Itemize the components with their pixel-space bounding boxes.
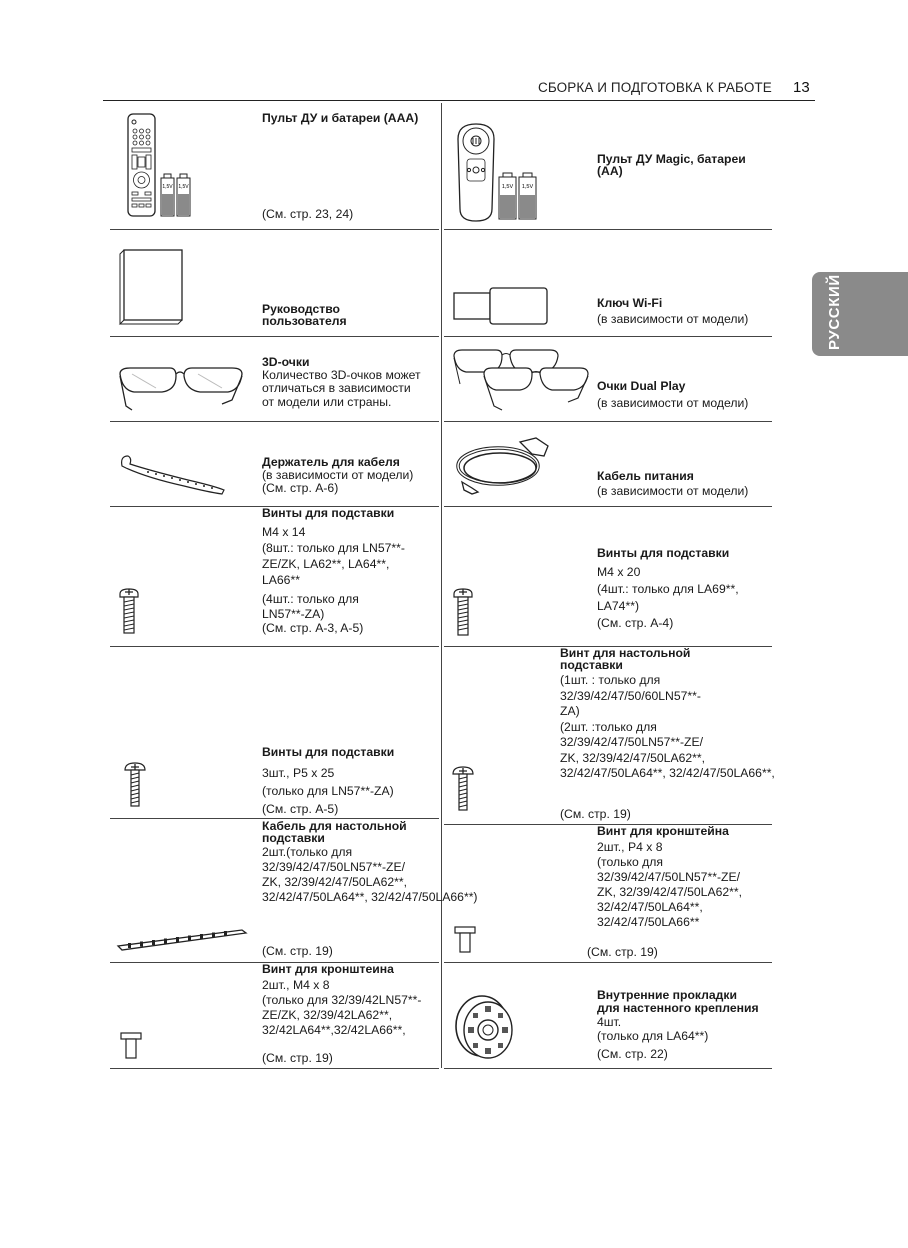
battery-label: 1,5V — [501, 184, 514, 190]
item-title: Кабель питания — [597, 469, 694, 483]
item-title: Очки Dual Play — [597, 379, 686, 393]
item-note: 32/42LA64**,32/42LA66**, — [262, 1022, 406, 1037]
row-divider — [110, 421, 439, 422]
item-note: (в зависимости от модели) — [597, 311, 749, 326]
item-title: 3D-очки — [262, 355, 310, 369]
item-note: (в зависимости от модели) — [262, 467, 414, 482]
row-divider — [444, 506, 772, 507]
item-note: (4шт.: только для LA69**, — [597, 581, 739, 596]
item-note: 32/39/42/47/50LN57**-ZE/ — [597, 869, 740, 884]
language-tab-label: РУССКИЙ — [826, 274, 843, 350]
dual-play-glasses-image — [450, 344, 592, 416]
item-size: 3шт., P5 x 25 — [262, 765, 335, 780]
page-number: 13 — [793, 79, 810, 96]
item-title: Внутренние прокладки — [597, 988, 738, 1002]
item-note: ZE/ZK, 32/39/42LA62**, — [262, 1007, 393, 1022]
item-note: 32/39/42/47/50LN57**-ZE/ — [560, 735, 703, 749]
cable-holder-image — [118, 450, 230, 498]
dual-play-glasses-item — [597, 381, 748, 410]
user-manual-item — [262, 304, 347, 327]
item-note: ZK, 32/39/42/47/50LA62**, — [597, 884, 743, 899]
item-note: (4шт.: только для — [262, 591, 359, 606]
cable-holder-item — [262, 457, 413, 496]
column-divider — [441, 103, 442, 1068]
row-divider — [444, 336, 772, 337]
wifi-dongle-image — [452, 285, 550, 327]
screw-m4x20-image — [452, 588, 474, 636]
item-size: 2шт., M4 x 8 — [262, 977, 330, 992]
item-note: (2шт. :только для — [560, 719, 657, 734]
item-title: Кабель для настольной — [262, 819, 407, 833]
stand-screws-m4x20-item — [597, 548, 739, 632]
row-divider — [110, 229, 439, 230]
item-size: M4 x 14 — [262, 524, 306, 539]
item-note: 32/42/47/50LA64**, — [597, 899, 703, 914]
battery-label: 1,5V — [178, 184, 189, 190]
item-title: Пульт ДУ и батареи (AAA) — [262, 111, 419, 125]
item-title: подставки — [262, 830, 325, 845]
row-divider — [444, 421, 772, 422]
row-divider — [444, 229, 772, 230]
row-divider — [444, 962, 772, 963]
page-reference: (См. стр. 19) — [262, 944, 333, 958]
header-rule — [103, 100, 815, 101]
item-note: (в зависимости от модели) — [597, 395, 749, 410]
item-note: (только для LN57**-ZA) — [262, 783, 394, 798]
remote-item — [262, 113, 418, 125]
item-note: ZA) — [560, 704, 580, 718]
item-title: для настенного крепления — [597, 1001, 759, 1015]
bracket-screw-m4x8-item — [262, 964, 421, 1038]
magic-remote-item — [597, 154, 746, 177]
section-title: СБОРКА И ПОДГОТОВКА К РАБОТЕ — [538, 80, 772, 95]
battery-label: 1,5V — [521, 184, 534, 190]
item-title: Винты для подставки — [262, 506, 395, 520]
power-cable-item — [597, 471, 748, 498]
item-note: 32/39/42/47/50/60LN57**- — [560, 688, 701, 703]
bracket-screw-m4x8-image — [120, 1032, 142, 1060]
item-note: ZE/ZK, LA62**, LA64**, — [262, 556, 390, 571]
item-title: пользователя — [262, 313, 347, 328]
page-reference: (См. стр. A-5) — [262, 801, 339, 816]
page-reference: (См. стр. 19) — [587, 945, 658, 959]
item-title: Винт для настольной — [560, 646, 691, 660]
item-title: Руководство — [262, 302, 341, 316]
page-reference: (См. стр. 23, 24) — [262, 207, 354, 221]
item-note: LA74**) — [597, 598, 640, 613]
item-note: 32/42/47/50LA64**, 32/42/47/50LA66**, — [560, 766, 775, 780]
item-note: (8шт.: только для LN57**- — [262, 540, 405, 555]
bracket-screw-p4x8-image — [454, 926, 476, 954]
desk-stand-cable-image — [116, 924, 250, 952]
item-note: (в зависимости от модели) — [597, 483, 749, 498]
page-reference: (См. стр. 22) — [597, 1047, 668, 1061]
screw-m4x14-image — [118, 588, 140, 636]
item-note: от модели или страны. — [262, 394, 392, 409]
item-note: ZK, 32/39/42/47/50LA62**, — [262, 875, 408, 889]
3d-glasses-item — [262, 357, 421, 409]
item-note: 32/39/42/47/50LN57**-ZE/ — [262, 860, 405, 874]
item-note: 32/42/47/50LA66** — [597, 914, 700, 929]
desk-stand-screw-image — [452, 766, 474, 814]
item-note: (1шт. : только для — [560, 673, 661, 687]
user-manual-image — [118, 248, 186, 326]
page-reference: (См. стр. 19) — [262, 1051, 333, 1065]
item-size: 2шт., P4 x 8 — [597, 839, 663, 854]
item-note: LA66** — [262, 572, 300, 587]
item-note: 32/42/47/50LA64**, 32/42/47/50LA66**) — [262, 890, 478, 904]
item-note: (только для LA64**) — [597, 1029, 709, 1043]
power-cable-image — [452, 432, 556, 498]
item-note: ZK, 32/39/42/47/50LA62**, — [560, 750, 706, 765]
item-note: LN57**-ZA) — [262, 607, 325, 622]
bracket-screw-p4x8-item — [597, 826, 742, 930]
item-title: Винты для подставки — [597, 546, 730, 560]
magic-remote-image — [452, 121, 548, 225]
item-title: Винт для кронштеина — [262, 962, 394, 976]
item-note: (только для 32/39/42LN57**- — [262, 992, 422, 1007]
page-reference: (См. стр. A-3, A-5) — [262, 621, 364, 636]
row-divider — [444, 1068, 772, 1069]
desk-stand-screw-item — [560, 648, 775, 782]
screw-p5x25-image — [124, 762, 146, 810]
remote-control-image — [126, 112, 206, 220]
item-note: Количество 3D-очков может — [262, 367, 421, 382]
wifi-dongle-item — [597, 298, 748, 326]
item-title: Ключ Wi-Fi — [597, 296, 663, 310]
stand-screws-m4x14-item — [262, 508, 405, 636]
item-size: M4 x 20 — [597, 564, 641, 579]
item-title: Держатель для кабеля — [262, 455, 400, 469]
battery-label: 1,5V — [162, 184, 173, 190]
row-divider — [110, 1068, 439, 1069]
item-title: Винты для подставки — [262, 745, 395, 759]
wall-mount-spacer-image — [452, 992, 518, 1064]
row-divider — [110, 646, 439, 647]
desk-stand-cable-item — [262, 821, 478, 905]
item-note: 2шт.(только для — [262, 845, 353, 859]
page-reference: (См. стр. 19) — [560, 807, 631, 821]
page-reference: (См. стр. A-6) — [262, 481, 339, 496]
stand-screws-p5x25-item — [262, 747, 394, 818]
item-title: подставки — [560, 657, 623, 672]
item-title: Пульт ДУ Magic, батареи — [597, 152, 746, 166]
item-title: Винт для кронштейна — [597, 824, 729, 838]
item-title: (AA) — [597, 163, 623, 178]
item-note: отличаться в зависимости — [262, 381, 411, 396]
page-reference: (См. стр. A-4) — [597, 615, 674, 630]
wall-mount-spacers-item — [597, 989, 759, 1061]
row-divider — [110, 336, 439, 337]
item-note: (только для — [597, 854, 663, 869]
item-size: 4шт. — [597, 1015, 622, 1029]
3d-glasses-image — [116, 360, 246, 416]
